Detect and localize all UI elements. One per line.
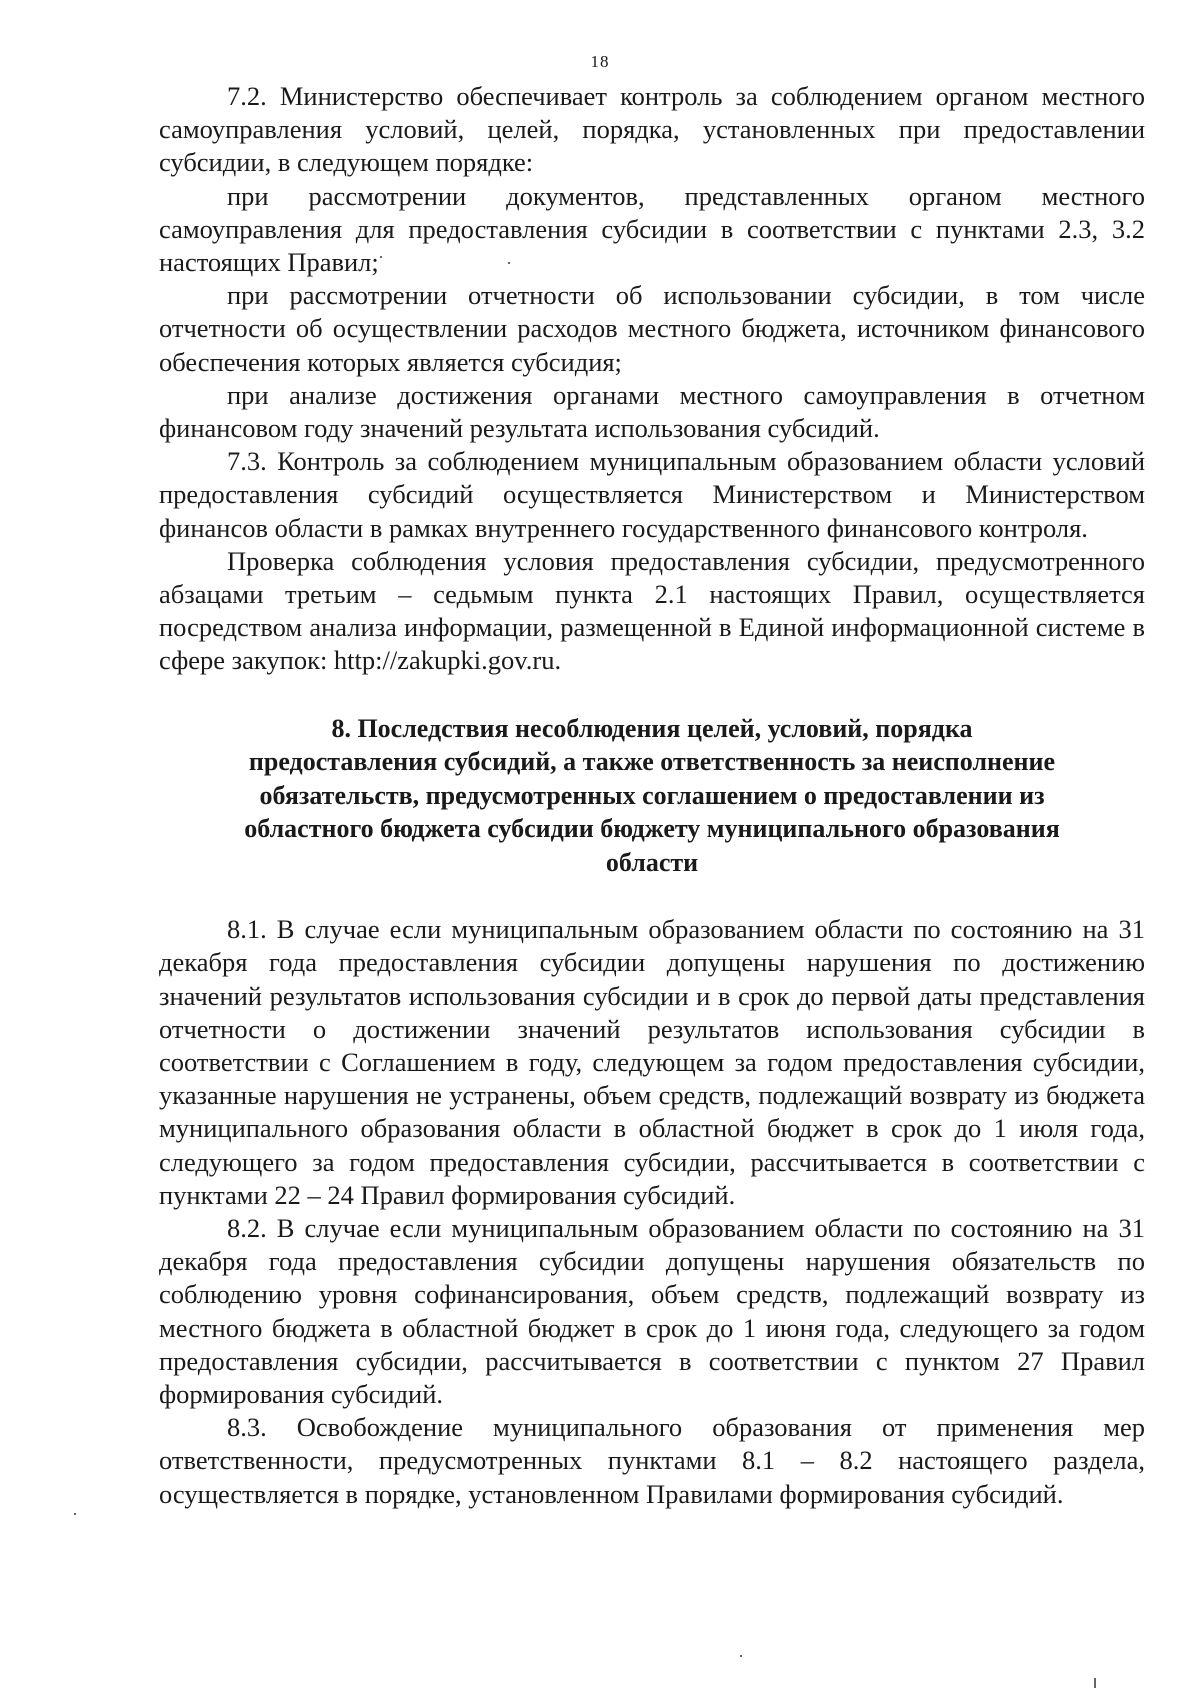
scan-speck (1094, 1678, 1096, 1688)
scan-speck (380, 256, 382, 258)
paragraph-7-2-item-documents: при рассмотрении документов, представленных органом местного самоуправления для предоставления субсидии в соответствии с пунктами 2.3, 3.2 настоящих Правил; (159, 180, 1145, 278)
paragraph-7-2-item-reporting: при рассмотрении отчетности об использовании субсидии, в том числе отчетности об осуществлении расходов местного бюджета, источником финансового обеспечения которых является субсидия; (159, 280, 1145, 377)
paragraph-7-2: 7.2. Министерство обеспечивает контроль за соблюдением органом местного самоуправления условий, целей, порядка, установленных при предоставлении субсидии, в следующем порядке: (159, 81, 1145, 178)
scan-speck (740, 1655, 742, 1657)
paragraph-8-3: 8.3. Освобождение муниципального образования от применения мер ответственности, предусмотренных пунктами 8.1 – 8.2 настоящего раздела, осуществляется в порядке, установленном Правилами формирования субсидий. (159, 1412, 1145, 1509)
paragraph-7-2-item-analysis: при анализе достижения органами местного самоуправления в отчетном финансовом году значений результата использования субсидий. (159, 379, 1145, 444)
scan-speck (508, 262, 510, 264)
paragraph-8-1: 8.1. В случае если муниципальным образованием области по состоянию на 31 декабря года предоставления субсидии допущены нарушения по достижению значений результатов использования субсидии и в срок до первой даты представления отчетности о достижении значений результатов использования субсидии в соответствии с Соглашением в году, следующем за годом предоставления субсидии, указанные нарушения не устранены, объем средств, подлежащий возврату из бюджета муниципального образования области в областной бюджет в срок до 1 июля года, следующего за годом предоставления субсидии, рассчитывается в соответствии с пунктами 22 – 24 Правил формирования субсидий. (159, 914, 1145, 1210)
paragraph-7-3: 7.3. Контроль за соблюдением муниципальным образованием области условий предоставления субсидий осуществляется Министерством и Министерством финансов области в рамках внутреннего государственного финансового контроля. (159, 446, 1145, 543)
scan-speck (74, 1513, 76, 1515)
paragraph-7-3-check: Проверка соблюдения условия предоставления субсидии, предусмотренного абзацами третьим – седьмым пункта 2.1 настоящих Правил, осуществляется посредством анализа информации, размещенной в Единой информационной системе в сфере закупок: http://zakupki.gov.ru. (159, 545, 1145, 676)
document-body (159, 80, 1145, 1511)
paragraph-8-2: 8.2. В случае если муниципальным образованием области по состоянию на 31 декабря года предоставления субсидии допущены нарушения обязательств по соблюдению уровня софинансирования, объем средств, подлежащий возврату из местного бюджета в областной бюджет в срок до 1 июня года, следующего за годом предоставления субсидии, рассчитывается в соответствии с пунктом 27 Правил формирования субсидий. (159, 1212, 1145, 1409)
page-number: 18 (590, 52, 610, 71)
section-8-heading: 8. Последствия несоблюдения целей, условий, порядка предоставления субсидий, а также ответственность за неисполнение обязательств, предусмотренных соглашением о предоставлении из областного бюджета субсидии бюджету муниципального образования области (244, 713, 1060, 877)
